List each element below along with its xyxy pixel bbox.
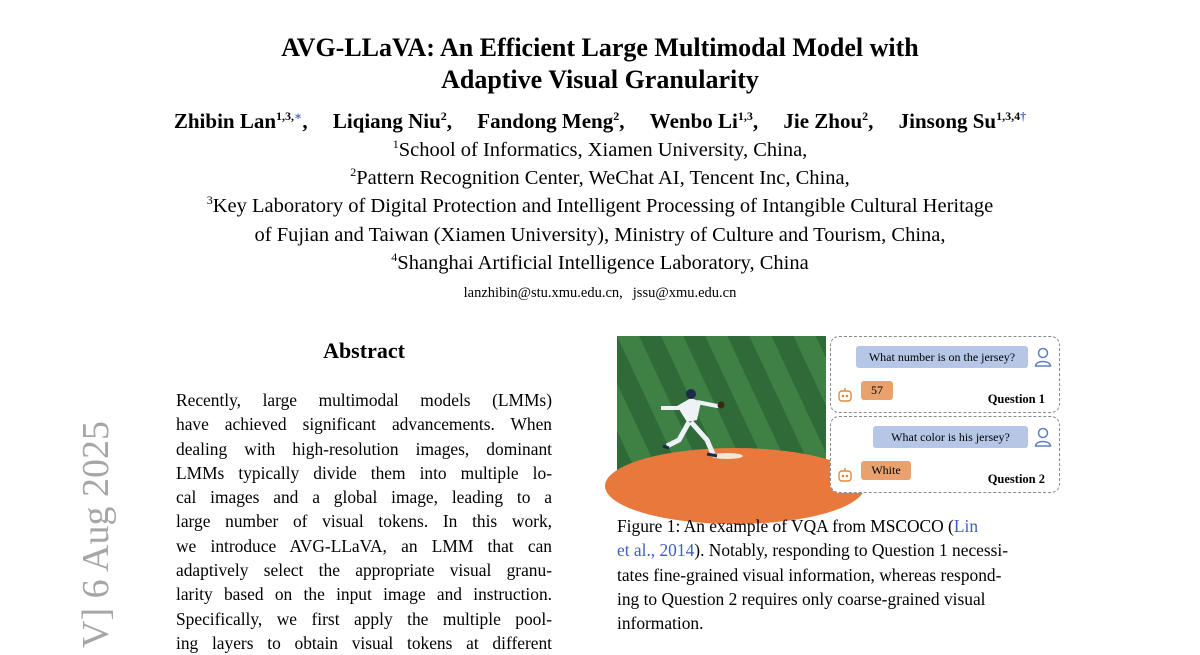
affiliation xyxy=(0,249,1200,277)
affiliation-text: Pattern Recognition Center, WeChat AI, Tencent Inc, China, xyxy=(356,167,850,189)
arxiv-stamp xyxy=(22,0,117,648)
author: Liqiang Niu$^2$, xyxy=(332,109,453,133)
corresponding-mark: ∗ xyxy=(294,109,303,123)
question-label: Question 1 xyxy=(987,392,1045,406)
affiliation xyxy=(0,192,1200,220)
question-card-2 xyxy=(830,416,1060,493)
question-label: Question 2 xyxy=(987,472,1045,486)
author: Jie Zhou$^2$, xyxy=(783,109,874,133)
abstract-line: dealing with high-resolution images, dominant xyxy=(176,438,552,459)
abstract-line: LMMs typically divide them into multiple lo- xyxy=(176,462,552,483)
author-name: Wenbo Li xyxy=(649,109,738,133)
affiliation xyxy=(0,136,1200,164)
caption-line xyxy=(617,538,1058,562)
caption-line: tates fine-grained visual information, whereas respond- xyxy=(617,564,1002,585)
affiliation xyxy=(0,164,1200,192)
paper-title xyxy=(0,32,1200,96)
question-bubble: What color is his jersey? xyxy=(873,426,1028,448)
arxiv-stamp-text: V] 6 Aug 2025 xyxy=(75,421,117,648)
abstract-heading: Abstract xyxy=(323,338,405,363)
author xyxy=(899,109,1026,133)
abstract-body xyxy=(176,388,552,655)
abstract-line: have achieved significant advancements. When xyxy=(176,414,552,435)
affiliation-number: 4 xyxy=(391,250,398,265)
email[interactable]: lanzhibin@stu.xmu.edu.cn, xyxy=(463,285,623,301)
affiliation-text: Shanghai Artificial Intelligence Laboratory, China xyxy=(397,252,809,274)
caption-line xyxy=(617,514,1058,538)
title-line-1: AVG-LLaVA: An Efficient Large Multimodal Model with xyxy=(281,33,919,62)
author-affiliation-mark: 2 xyxy=(862,109,869,123)
citation-link[interactable]: et al., 2014 xyxy=(617,540,695,561)
abstract-line: ing layers to obtain visual tokens at different xyxy=(176,632,552,653)
affiliation-text: Key Laboratory of Digital Protection and Intelligent Processing of Intangible Cultural Heritage xyxy=(212,195,994,217)
affiliation-number: 2 xyxy=(350,165,357,180)
figure-1 xyxy=(617,336,1061,492)
author: Zhibin Lan$^{1,3,∗}$, xyxy=(173,109,308,133)
question-card-1 xyxy=(830,336,1060,413)
author-affiliation-mark: 1,3 xyxy=(737,109,753,123)
citation-link[interactable]: Lin xyxy=(953,516,979,536)
affiliation-number: 1 xyxy=(392,137,399,152)
caption-line: ing to Question 2 requires only coarse-grained visual xyxy=(617,588,986,609)
abstract-line: Specifically, we first apply the multiple pool- xyxy=(176,608,552,629)
abstract-line: we introduce AVG-LLaVA, an LMM that can xyxy=(176,535,552,556)
user-icon xyxy=(1034,347,1052,367)
email-list xyxy=(0,283,1200,303)
answer-bubble: 57 xyxy=(861,381,893,400)
question-bubble: What number is on the jersey? xyxy=(856,346,1028,368)
author: Wenbo Li$^{1,3}$, xyxy=(649,109,759,133)
author-affiliation-mark: 2 xyxy=(440,109,447,123)
author-affiliation-mark: 1,3,4 xyxy=(996,109,1021,123)
corresponding-mark: † xyxy=(1020,109,1027,123)
affiliation-number: 3 xyxy=(206,193,213,208)
email[interactable]: jssu@xmu.edu.cn xyxy=(632,285,737,301)
caption-line: information. xyxy=(617,613,704,634)
affiliation-text: School of Informatics, Xiamen University, China, xyxy=(398,139,808,161)
figure-caption xyxy=(617,514,1058,635)
author-affiliation-mark: 2 xyxy=(613,109,620,123)
author-name: Zhibin Lan xyxy=(173,109,277,133)
robot-icon xyxy=(837,467,853,483)
author: Fandong Meng$^2$, xyxy=(477,109,625,133)
abstract-line: large number of visual tokens. In this work, xyxy=(176,511,552,532)
author-name: Jie Zhou xyxy=(783,109,863,133)
baseball-photo xyxy=(617,336,826,491)
author-name: Jinsong Su xyxy=(898,109,997,133)
author-affiliation-mark: 1,3, xyxy=(276,109,295,123)
abstract-line: larity based on the input image and instruction. xyxy=(176,584,552,605)
affiliation xyxy=(0,221,1200,249)
abstract-line: Recently, large multimodal models (LMMs) xyxy=(176,390,552,410)
answer-bubble: White xyxy=(861,461,911,480)
author-name: Liqiang Niu xyxy=(332,109,441,133)
caption-text: ). Notably, responding to Question 1 necessi- xyxy=(694,540,1009,561)
user-icon xyxy=(1034,427,1052,447)
abstract-line: adaptively select the appropriate visual granu- xyxy=(176,560,552,581)
author-name: Fandong Meng xyxy=(477,109,614,133)
author-list xyxy=(0,107,1200,135)
caption-text: Figure 1: An example of VQA from MSCOCO ( xyxy=(617,516,954,536)
abstract-line: cal images and a global image, leading to a xyxy=(176,487,552,508)
title-line-2: Adaptive Visual Granularity xyxy=(441,65,759,94)
affiliation-text: of Fujian and Taiwan (Xiamen University), Ministry of Culture and Tourism, China, xyxy=(254,224,946,246)
robot-icon xyxy=(837,387,853,403)
